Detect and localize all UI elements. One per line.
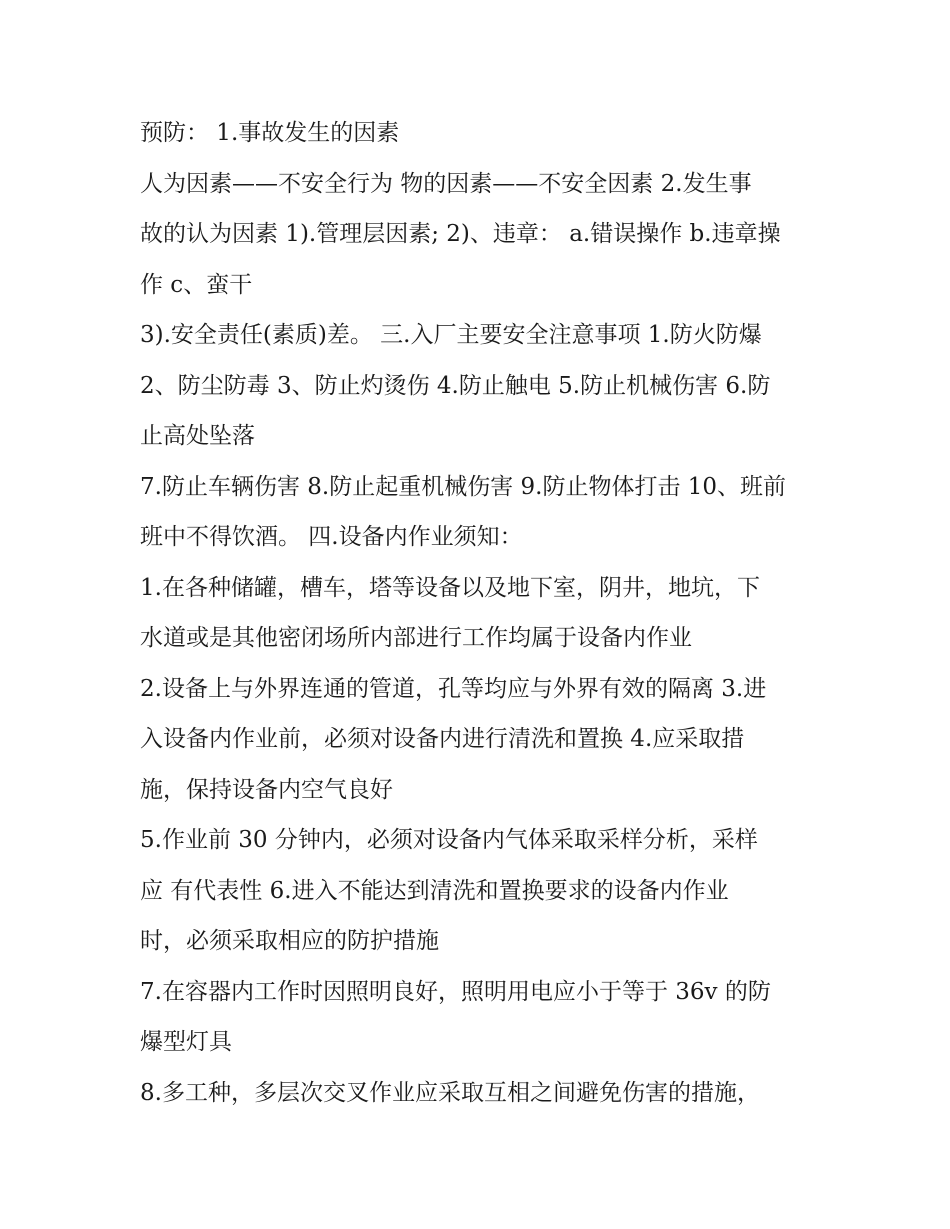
text-line-20: 8.多工种，多层次交叉作业应采取互相之间避免伤害的措施，: [140, 1079, 760, 1106]
text-line-14: 施，保持设备内空气良好: [140, 776, 393, 803]
text-line-16: 应 有代表性 6.进入不能达到清洗和置换要求的设备内作业: [140, 877, 729, 904]
text-line-9: 班中不得饮酒。 四.设备内作业须知：: [140, 524, 523, 550]
text-line-15: 5.作业前 30 分钟内，必须对设备内气体采取采样分析，采样: [140, 827, 758, 853]
text-line-13: 入设备内作业前，必须对设备内进行清洗和置换 4.应采取措: [140, 726, 745, 752]
text-line-12: 2.设备上与外界连通的管道，孔等均应与外界有效的隔离 3.进: [140, 675, 767, 702]
document-body: [140, 108, 820, 1118]
text-line-7: 止高处坠落: [140, 423, 255, 449]
text-line-2: 人为因素——不安全行为 物的因素——不安全因素 2.发生事: [140, 170, 752, 197]
text-line-19: 爆型灯具: [140, 1029, 232, 1055]
text-line-5: 3).安全责任(素质)差。 三.入厂主要安全注意事项 1.防火防爆: [140, 322, 762, 348]
text-line-8: 7.防止车辆伤害 8.防止起重机械伤害 9.防止物体打击 10、班前: [140, 473, 787, 500]
text-line-1: 预防： 1.事故发生的因素: [140, 120, 400, 146]
text-line-6: 2、防尘防毒 3、防止灼烫伤 4.防止触电 5.防止机械伤害 6.防: [140, 372, 771, 399]
text-line-11: 水道或是其他密闭场所内部进行工作均属于设备内作业: [140, 625, 692, 651]
text-line-4: 作 c、蛮干: [140, 271, 253, 298]
text-line-10: 1.在各种储罐，槽车，塔等设备以及地下室，阴井，地坑，下: [140, 574, 760, 601]
text-line-3: 故的认为因素 1).管理层因素; 2)、违章： a.错误操作 b.违章操: [140, 221, 781, 247]
text-line-17: 时，必须采取相应的防护措施: [140, 928, 439, 954]
text-line-18: 7.在容器内工作时因照明良好，照明用电应小于等于 36v 的防: [140, 978, 771, 1005]
